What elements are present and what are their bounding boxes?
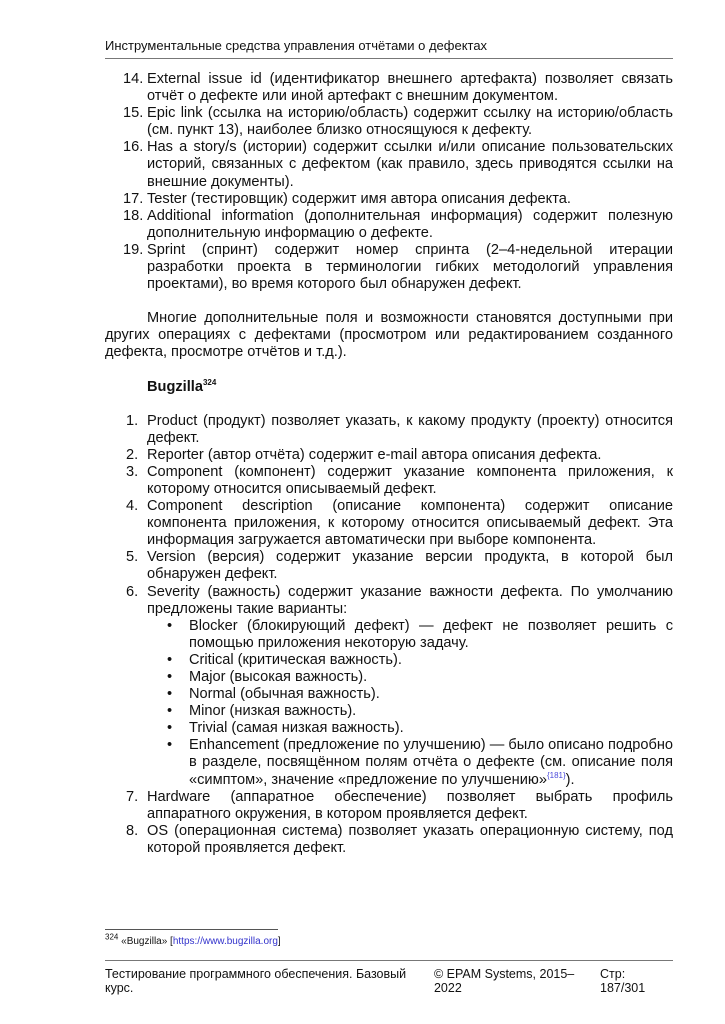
- list-item: [105, 105, 673, 139]
- running-header: Инструментальные средства управления отчётами о дефектах: [105, 38, 673, 59]
- item-text: Component description (описание компонента) содержит описание компонента приложения, к которому относится описываемый дефект. Эта информация загружается автоматически при выборе компонента.: [147, 498, 673, 549]
- item-text: External issue id (идентификатор внешнего артефакта) позволяет связать отчёт о дефекте или иной артефакт с внешним документом.: [147, 71, 673, 105]
- list-item: [105, 242, 673, 293]
- numbered-list-bugzilla-cont: [105, 789, 673, 857]
- item-text: Has a story/s (истории) содержит ссылки и/или описание пользовательских историй, связанных с дефектом (как правило, здесь приводятся ссылки на внешние документы).: [147, 139, 673, 190]
- bullet-item: • Enhancement (предложение по улучшению) — было описано подробно в разделе, посвящённом полям отчёта о дефекте (см. описание поля «симптом», значение «предложение по улучшению»$^{\{181\}}$).: [167, 737, 673, 788]
- item-number: 18.: [123, 207, 144, 224]
- item-text: Version (версия) содержит указание версии продукта, в которой был обнаружен дефект.: [147, 549, 673, 583]
- bullet-item: • Normal (обычная важность).: [167, 686, 380, 703]
- item-text: Additional information (дополнительная информация) содержит полезную дополнительную информацию о дефекте.: [147, 207, 673, 241]
- item-number: 2.: [126, 446, 139, 463]
- bullet-item: • Critical (критическая важность).: [167, 651, 402, 668]
- item-number: 1.: [126, 412, 139, 429]
- item-text: OS (операционная система) позволяет указать операционную систему, под которой проявляется дефект.: [147, 822, 673, 856]
- severity-bullets: [105, 618, 673, 738]
- list-item: [105, 789, 673, 823]
- item-number: 19.: [123, 241, 144, 258]
- item-text: Tester (тестировщик) содержит имя автора описания дефекта.: [147, 190, 571, 207]
- bullet-item: • Major (высокая важность).: [167, 669, 368, 685]
- item-number: 14.: [123, 71, 144, 87]
- item-text: Severity (важность) содержит указание важности дефекта. По умолчанию предложены такие варианты:: [147, 583, 673, 617]
- footnote-mark[interactable]: 324: [202, 377, 217, 387]
- list-item: [105, 447, 673, 464]
- list-item: [105, 413, 673, 447]
- list-item: [105, 498, 673, 549]
- item-text: Component (компонент) содержит указание компонента приложения, к которому относится описываемый дефект.: [147, 463, 673, 497]
- list-item: [105, 139, 673, 190]
- bullet-item: • Minor (низкая важность).: [167, 703, 357, 720]
- list-item: [105, 464, 673, 498]
- item-text: Reporter (автор отчёта) содержит e-mail автора описания дефекта.: [147, 446, 602, 463]
- list-item: [105, 71, 673, 105]
- item-number: 3.: [126, 463, 139, 480]
- item-number: 8.: [126, 822, 139, 839]
- list-item: [105, 208, 673, 242]
- list-item: [105, 584, 673, 618]
- page-footer: [105, 960, 673, 995]
- item-number: 4.: [126, 498, 139, 515]
- item-text: Hardware (аппаратное обеспечение) позволяет выбрать профиль аппаратного окружения, в котором проявляется дефект.: [147, 788, 673, 822]
- item-number: 15.: [123, 105, 144, 122]
- item-text: Sprint (спринт) содержит номер спринта (2–4-недельной итерации разработки проекта в терминологии гибких методологий управления проектами), во время которого был обнаружен дефект.: [147, 241, 673, 293]
- page-number: Стр: 187/301: [600, 967, 646, 995]
- list-item: [105, 823, 673, 857]
- item-number: 17.: [123, 190, 144, 207]
- item-number: 16.: [123, 139, 144, 156]
- list-item: [105, 191, 673, 208]
- page-body: [105, 71, 673, 857]
- cross-reference-link[interactable]: {181}: [546, 770, 566, 780]
- section-heading: Bugzilla$^{324}$: [147, 377, 217, 395]
- footer-title: Тестирование программного обеспечения. Базовый курс.: [105, 967, 407, 995]
- item-text: Product (продукт) позволяет указать, к какому продукту (проекту) относится дефект.: [147, 412, 673, 446]
- footnote-link[interactable]: https://www.bugzilla.org: [172, 936, 278, 947]
- footnote-divider: [105, 929, 278, 930]
- item-text: Epic link (ссылка на историю/область) содержит ссылку на историю/область (см. пункт 13), наиболее близко относящуюся к дефекту.: [147, 105, 673, 139]
- bullet-item: • Blocker (блокирующий дефект) — дефект не позволяет решить с помощью приложения некоторую задачу.: [167, 617, 673, 651]
- footer-copyright: © EPAM Systems, 2015–2022: [433, 967, 575, 995]
- numbered-list-fields: [105, 71, 673, 293]
- list-item: [105, 549, 673, 583]
- numbered-list-bugzilla: [105, 413, 673, 618]
- item-number: 5.: [126, 549, 139, 566]
- item-number: 7.: [126, 788, 139, 805]
- item-number: 6.: [126, 583, 139, 600]
- paragraph: Многие дополнительные поля и возможности становятся доступными при других операциях с дефектами (просмотром или редактированием созданного дефекта, просмотре отчётов и т.д.).: [105, 310, 673, 361]
- footnote: $^{324}$ «Bugzilla» [https://www.bugzilla.org]: [105, 932, 281, 947]
- bullet-item: • Trivial (самая низкая важность).: [167, 720, 404, 737]
